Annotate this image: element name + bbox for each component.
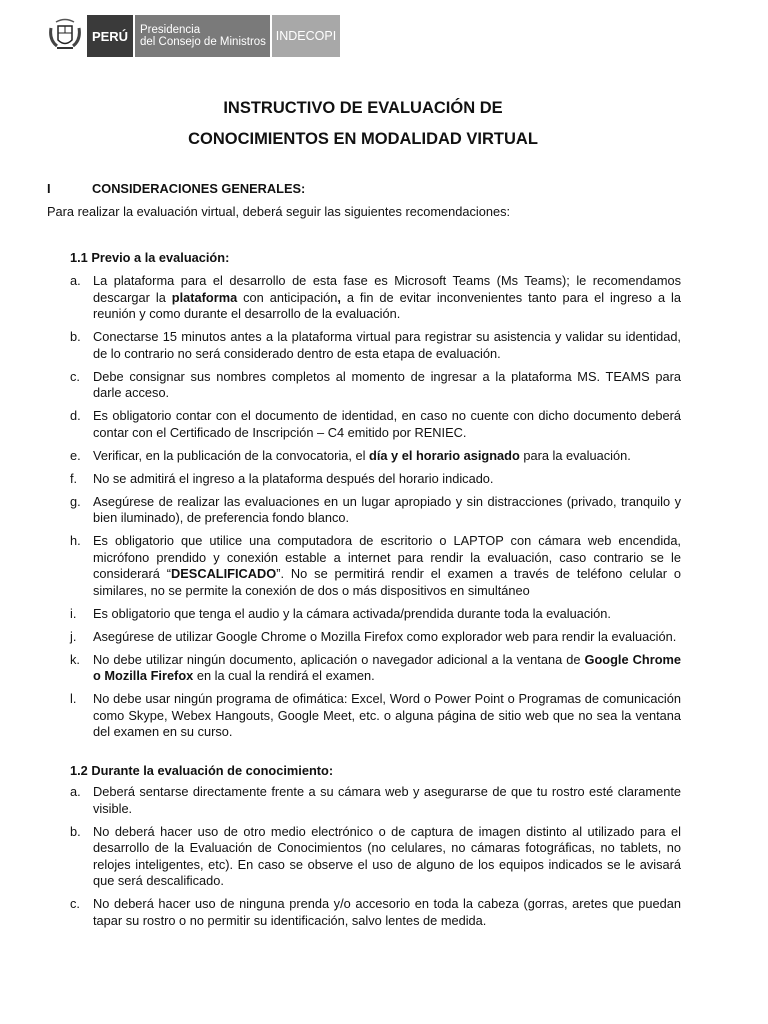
list-item: k. No debe utilizar ningún documento, aplicación o navegador adicional a la ventana de Google Chrome o Mozilla Firefox en la cual la rendirá el examen. <box>70 651 682 683</box>
logo-indecopi: INDECOPI <box>272 15 340 57</box>
intro-paragraph: Para realizar la evaluación virtual, deberá seguir las siguientes recomendaciones: <box>47 204 511 219</box>
list-item: a. La plataforma para el desarrollo de esta fase es Microsoft Teams (Ms Teams); le recomendamos descargar la plataforma con anticipación, a fin de evitar inconvenientes tanto para el ingreso a la reunión y como durante el desarrollo de la evaluación. <box>70 273 681 321</box>
list-item: j. Asegúrese de utilizar Google Chrome o Mozilla Firefox como explorador web para rendir la evaluación. <box>70 628 677 644</box>
section-number: I <box>47 181 51 196</box>
logo-pcm-line2: del Consejo de Ministros <box>140 36 266 48</box>
subsection-heading-1-1: 1.1 Previo a la evaluación: <box>70 250 230 265</box>
item-letter: g. <box>70 493 81 509</box>
item-letter: j. <box>70 628 77 644</box>
list-item: a. Deberá sentarse directamente frente a su cámara web y asegurarse de que tu rostro esté claramente visible. <box>70 784 681 816</box>
item-letter: b. <box>70 329 81 344</box>
list-item: e. Verificar, en la publicación de la convocatoria, el día y el horario asignado para la evaluación. <box>70 447 631 463</box>
list-durante <box>70 784 681 936</box>
logo-peru: PERÚ <box>87 15 133 57</box>
item-letter: l. <box>70 691 77 706</box>
item-letter: h. <box>70 533 81 548</box>
item-letter: a. <box>70 273 81 288</box>
list-item: l. No debe usar ningún programa de ofimática: Excel, Word o Power Point o Programas de comunicación como Skype, Webex Hangouts, Google Meet, etc. o alguna página de sitio web que no sea la ventana del examen en su curso. <box>70 691 681 739</box>
list-item: c. Debe consignar sus nombres completos al momento de ingresar a la plataforma MS. TEAMS para darle acceso. <box>70 368 681 400</box>
document-title-line1: INSTRUCTIVO DE EVALUACIÓN DE <box>223 99 503 117</box>
coat-of-arms-icon <box>47 15 83 57</box>
list-item: i. Es obligatorio que tenga el audio y la cámara activada/prendida durante toda la evaluación. <box>70 605 611 621</box>
item-letter: c. <box>70 368 80 384</box>
logo-pcm <box>135 15 270 57</box>
list-item: b. No deberá hacer uso de otro medio electrónico o de captura de imagen distinto al utilizado para el desarrollo de la Evaluación de Conocimientos (no celulares, no cámaras fotográficas, no tablets, no relojes inteligentes, etc). En caso se observe el uso de alguno de los equipos indicados se le avisará que será descalificado. <box>70 823 681 888</box>
list-item: b. Conectarse 15 minutos antes a la plataforma virtual para registrar su asistencia y validar su identidad, de lo contrario no será considerado dentro de esta etapa de evaluación. <box>70 329 681 361</box>
item-letter: e. <box>70 447 81 463</box>
item-letter: k. <box>70 651 80 667</box>
item-letter: b. <box>70 823 81 839</box>
item-letter: d. <box>70 408 81 423</box>
item-letter: c. <box>70 896 80 911</box>
list-item: h. Es obligatorio que utilice una computadora de escritorio o LAPTOP con cámara web encendida, micrófono prendido y conexión estable a internet para rendir la evaluación, caso contrario se le considerará “DESCALIFICADO”. No se permitirá rendir el examen a través de teléfono celular o similares, no se permite la conexión de dos o más dispositivos en simultáneo <box>70 533 682 598</box>
section-label: CONSIDERACIONES GENERALES: <box>92 181 306 196</box>
item-letter: f. <box>70 470 78 486</box>
document-title-line2: CONOCIMIENTOS EN MODALIDAD VIRTUAL <box>188 130 538 148</box>
list-previo <box>70 273 681 747</box>
logo-pcm-line1: Presidencia <box>140 24 201 36</box>
list-item: g. Asegúrese de realizar las evaluaciones en un lugar apropiado y sin distracciones (privado, tranquilo y bien iluminado), de preferencia fondo blanco. <box>70 493 681 525</box>
list-item: f. No se admitirá el ingreso a la plataforma después del horario indicado. <box>70 470 494 486</box>
item-letter: a. <box>70 784 81 799</box>
header-logos <box>47 15 340 57</box>
list-item: c. No deberá hacer uso de ninguna prenda y/o accesorio en toda la cabeza (gorras, aretes que puedan tapar su rostro o no permitir su identificación, salvo lentes de medida. <box>70 896 681 928</box>
list-item: d. Es obligatorio contar con el documento de identidad, en caso no cuente con dicho documento deberá contar con el Certificado de Inscripción – C4 emitido por RENIEC. <box>70 408 681 440</box>
subsection-heading-1-2: 1.2 Durante la evaluación de conocimiento: <box>70 763 334 778</box>
item-letter: i. <box>70 605 77 621</box>
